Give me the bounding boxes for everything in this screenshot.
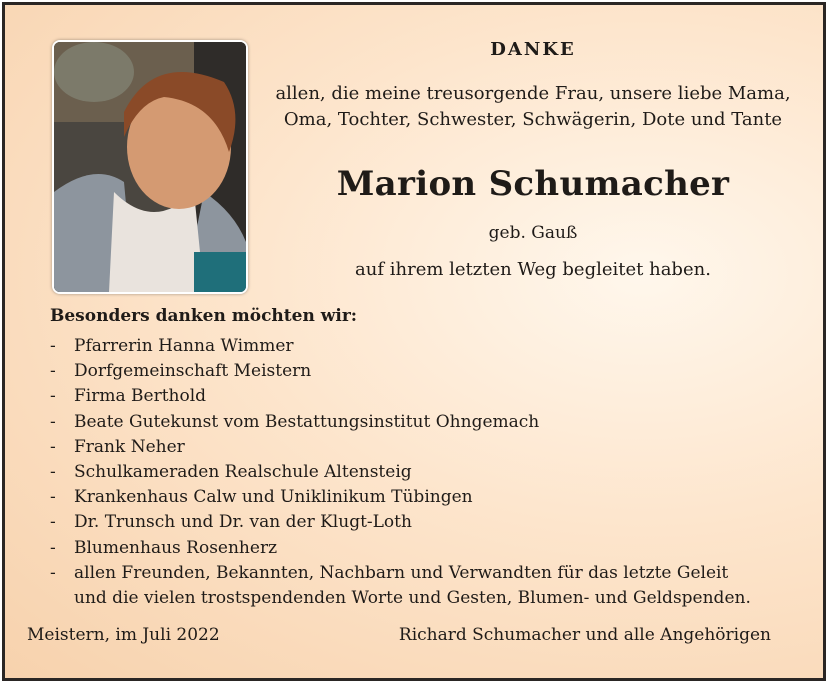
portrait-image — [54, 42, 246, 292]
intro-line-2: Oma, Tochter, Schwester, Schwägerin, Dote und Tante — [283, 109, 783, 130]
signers: Richard Schumacher und alle Angehörigen — [398, 625, 771, 645]
list-item: - Beate Gutekunst vom Bestattungsinstitut Ohngemach — [50, 411, 540, 432]
list-item: - Dr. Trunsch und Dr. van der Klugt-Loth — [50, 512, 412, 533]
danke-heading: DANKE — [490, 39, 576, 60]
list-item: - Blumenhaus Rosenherz — [50, 537, 278, 558]
deceased-name: Marion Schumacher — [336, 164, 730, 204]
birth-name: geb. Gauß — [488, 223, 578, 243]
special-thanks-list — [50, 334, 751, 611]
intro-line-1: allen, die meine treusorgende Frau, unsere liebe Mama, — [275, 83, 791, 104]
list-item: - allen Freunden, Bekannten, Nachbarn und Verwandten für das letzte Geleit und die vielen trostspendenden Worte und Gesten, Blumen- und Geldspenden. — [50, 562, 751, 608]
list-item: - Schulkameraden Realschule Altensteig — [50, 461, 412, 482]
list-item: - Pfarrerin Hanna Wimmer — [50, 336, 294, 356]
list-item: - Firma Berthold — [50, 386, 207, 407]
place-date: Meistern, im Juli 2022 — [27, 625, 220, 645]
intro-text — [275, 81, 791, 133]
list-item: - Dorfgemeinschaft Meistern — [50, 361, 312, 382]
obituary-card — [2, 2, 826, 681]
portrait-photo — [52, 40, 248, 294]
list-item: - Krankenhaus Calw und Uniklinikum Tübingen — [50, 487, 473, 508]
special-thanks-heading: Besonders danken möchten wir: — [50, 306, 358, 326]
escort-text: auf ihrem letzten Weg begleitet haben. — [355, 259, 711, 280]
list-item: - Frank Neher — [50, 436, 185, 457]
